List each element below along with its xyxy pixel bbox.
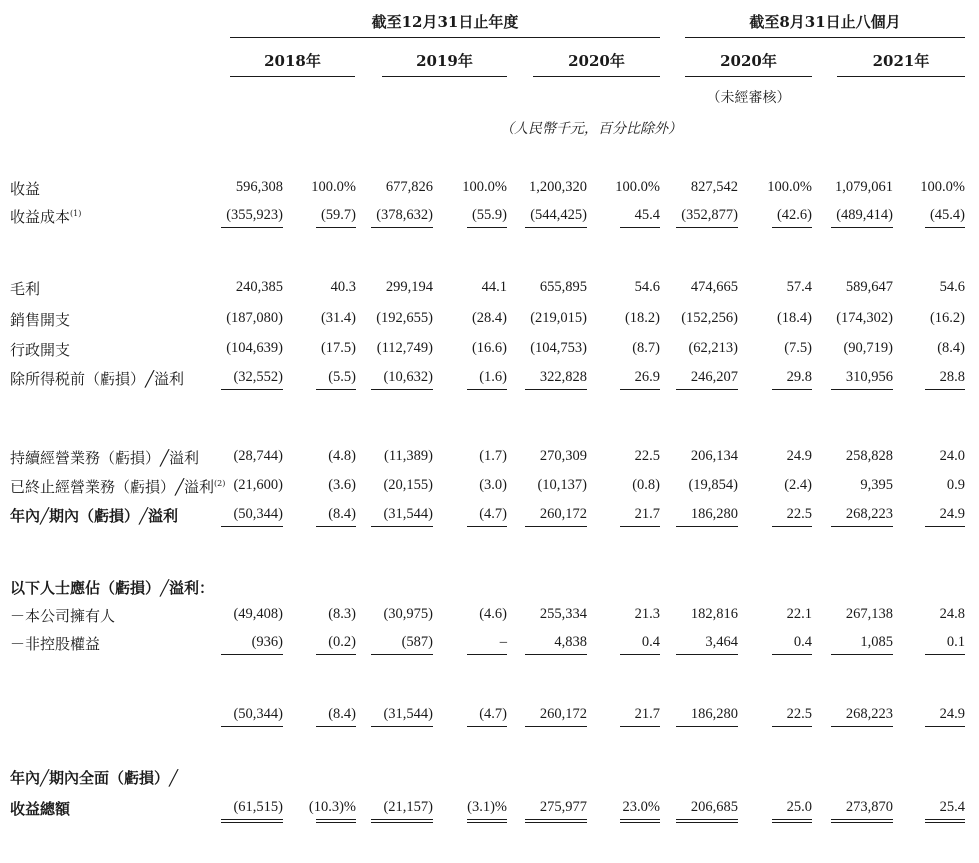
amount-cell: 299,194 xyxy=(385,279,433,295)
amount-cell: (90,719) xyxy=(843,340,893,356)
amount-cell: 255,334 xyxy=(539,606,587,622)
amount-cell: (61,515) xyxy=(233,799,283,815)
single-underline xyxy=(467,726,507,727)
footnote-marker: (1) xyxy=(70,209,82,218)
amount-cell: 310,956 xyxy=(845,369,893,385)
unit-note: （人民幣千元，百分比除外） xyxy=(500,121,682,137)
percent-cell: (7.5) xyxy=(784,340,812,356)
percent-cell: 0.9 xyxy=(946,477,965,493)
row-label xyxy=(10,767,178,788)
percent-cell: 29.8 xyxy=(786,369,812,385)
amount-cell: 9,395 xyxy=(860,477,893,493)
year-rule-2018 xyxy=(230,76,355,77)
percent-cell: 40.3 xyxy=(330,279,356,295)
percent-cell: 54.6 xyxy=(939,279,965,295)
percent-cell: (8.3) xyxy=(328,606,356,622)
single-underline xyxy=(525,227,587,228)
single-underline xyxy=(525,654,587,655)
percent-cell: (0.2) xyxy=(328,634,356,650)
amount-cell: 322,828 xyxy=(539,369,587,385)
single-underline xyxy=(925,389,965,390)
single-underline xyxy=(316,726,356,727)
amount-cell: (104,639) xyxy=(226,340,283,356)
amount-cell: (21,600) xyxy=(233,477,283,493)
percent-cell: (31.4) xyxy=(320,310,356,326)
amount-cell: 260,172 xyxy=(539,706,587,722)
percent-cell: (5.5) xyxy=(328,369,356,385)
group-header-eight-months-rule xyxy=(685,37,965,38)
percent-cell: 0.1 xyxy=(946,634,965,650)
percent-cell: (8.4) xyxy=(328,706,356,722)
row-label xyxy=(10,605,115,626)
double-underline xyxy=(831,819,893,823)
percent-cell: (4.7) xyxy=(479,706,507,722)
row-label xyxy=(10,505,178,526)
percent-cell: 22.1 xyxy=(786,606,812,622)
double-underline xyxy=(925,819,965,823)
amount-cell: 4,838 xyxy=(554,634,587,650)
amount-cell: 677,826 xyxy=(385,179,433,195)
percent-cell: 26.9 xyxy=(634,369,660,385)
row-label xyxy=(10,368,184,389)
amount-cell: (112,749) xyxy=(376,340,433,356)
percent-cell: 25.0 xyxy=(786,799,812,815)
percent-cell: 100.0% xyxy=(462,179,507,195)
percent-cell: 100.0% xyxy=(767,179,812,195)
row-label-text: 毛利 xyxy=(10,280,41,298)
percent-cell: (16.6) xyxy=(471,340,507,356)
percent-cell: (59.7) xyxy=(320,207,356,223)
percent-cell: (8.4) xyxy=(328,506,356,522)
percent-cell: 45.4 xyxy=(634,207,660,223)
single-underline xyxy=(316,227,356,228)
amount-cell: (104,753) xyxy=(530,340,587,356)
amount-cell: (49,408) xyxy=(233,606,283,622)
year-header-2021: 2021年 xyxy=(872,52,930,70)
percent-cell: (10.3)% xyxy=(308,799,356,815)
row-label-text: 以下人士應佔（虧損）╱溢利： xyxy=(10,579,215,597)
single-underline xyxy=(620,227,660,228)
percent-cell: (16.2) xyxy=(929,310,965,326)
amount-cell: (21,157) xyxy=(383,799,433,815)
percent-cell: (4.6) xyxy=(479,606,507,622)
amount-cell: 596,308 xyxy=(235,179,283,195)
row-label xyxy=(10,577,214,598)
double-underline xyxy=(525,819,587,823)
percent-cell: 24.0 xyxy=(939,448,965,464)
amount-cell: (10,137) xyxy=(537,477,587,493)
amount-cell: 240,385 xyxy=(235,279,283,295)
year-rule-2020-period xyxy=(685,76,812,77)
group-header-annual-rule xyxy=(230,37,660,38)
single-underline xyxy=(221,227,283,228)
single-underline xyxy=(925,526,965,527)
amount-cell: (28,744) xyxy=(233,448,283,464)
single-underline xyxy=(925,726,965,727)
amount-cell: (152,256) xyxy=(681,310,738,326)
amount-cell: 268,223 xyxy=(845,706,893,722)
row-label xyxy=(10,798,70,819)
single-underline xyxy=(772,389,812,390)
percent-cell: (8.7) xyxy=(632,340,660,356)
amount-cell: 186,280 xyxy=(690,506,738,522)
single-underline xyxy=(831,389,893,390)
row-label xyxy=(10,339,70,360)
amount-cell: (355,923) xyxy=(226,207,283,223)
row-label xyxy=(10,278,40,299)
amount-cell: 260,172 xyxy=(539,506,587,522)
amount-cell: (31,544) xyxy=(383,706,433,722)
single-underline xyxy=(525,726,587,727)
row-label xyxy=(10,178,40,199)
single-underline xyxy=(620,526,660,527)
amount-cell: (31,544) xyxy=(383,506,433,522)
single-underline xyxy=(925,654,965,655)
row-label-text: －本公司擁有人 xyxy=(10,607,116,625)
percent-cell: 22.5 xyxy=(786,706,812,722)
single-underline xyxy=(925,227,965,228)
year-rule-2019 xyxy=(382,76,507,77)
percent-cell: 21.7 xyxy=(634,706,660,722)
percent-cell: 100.0% xyxy=(920,179,965,195)
amount-cell: (10,632) xyxy=(383,369,433,385)
single-underline xyxy=(676,726,738,727)
single-underline xyxy=(371,654,433,655)
amount-cell: 186,280 xyxy=(690,706,738,722)
single-underline xyxy=(676,227,738,228)
amount-cell: (32,552) xyxy=(233,369,283,385)
double-underline xyxy=(221,819,283,823)
amount-cell: 275,977 xyxy=(539,799,587,815)
single-underline xyxy=(316,654,356,655)
row-label xyxy=(10,206,81,227)
single-underline xyxy=(221,726,283,727)
amount-cell: (544,425) xyxy=(530,207,587,223)
amount-cell: 827,542 xyxy=(690,179,738,195)
double-underline xyxy=(676,819,738,823)
percent-cell: 100.0% xyxy=(311,179,356,195)
row-label-text: 持續經營業務（虧損）╱溢利 xyxy=(10,449,200,467)
row-label xyxy=(10,309,70,330)
amount-cell: (20,155) xyxy=(383,477,433,493)
amount-cell: (352,877) xyxy=(681,207,738,223)
single-underline xyxy=(620,654,660,655)
year-rule-2020-annual xyxy=(533,76,660,77)
percent-cell: (18.2) xyxy=(624,310,660,326)
year-header-2020-annual: 2020年 xyxy=(568,52,625,70)
year-header-2018: 2018年 xyxy=(264,52,321,70)
single-underline xyxy=(316,389,356,390)
amount-cell: (378,632) xyxy=(376,207,433,223)
amount-cell: 1,079,061 xyxy=(835,179,893,195)
amount-cell: 655,895 xyxy=(539,279,587,295)
single-underline xyxy=(371,227,433,228)
amount-cell: (30,975) xyxy=(383,606,433,622)
amount-cell: 206,134 xyxy=(690,448,738,464)
single-underline xyxy=(620,389,660,390)
single-underline xyxy=(676,654,738,655)
percent-cell: 100.0% xyxy=(615,179,660,195)
percent-cell: (4.7) xyxy=(479,506,507,522)
percent-cell: (1.7) xyxy=(479,448,507,464)
percent-cell: 24.9 xyxy=(786,448,812,464)
row-label-text: 收益 xyxy=(10,180,41,198)
amount-cell: (11,389) xyxy=(384,448,433,464)
group-header-eight-months: 截至8月31日止八個月 xyxy=(749,13,901,31)
single-underline xyxy=(467,389,507,390)
percent-cell: 54.6 xyxy=(634,279,660,295)
single-underline xyxy=(620,726,660,727)
percent-cell: 0.4 xyxy=(641,634,660,650)
amount-cell: 1,200,320 xyxy=(529,179,587,195)
single-underline xyxy=(221,389,283,390)
single-underline xyxy=(831,526,893,527)
row-label xyxy=(10,633,100,654)
row-label xyxy=(10,447,199,468)
percent-cell: (4.8) xyxy=(328,448,356,464)
amount-cell: 474,665 xyxy=(690,279,738,295)
percent-cell: 24.9 xyxy=(939,706,965,722)
row-label-text: 年內╱期內全面（虧損）╱ xyxy=(10,769,179,787)
amount-cell: (219,015) xyxy=(530,310,587,326)
year-header-2020-period: 2020年 xyxy=(720,52,777,70)
percent-cell: (42.6) xyxy=(776,207,812,223)
single-underline xyxy=(525,526,587,527)
amount-cell: 3,464 xyxy=(705,634,738,650)
single-underline xyxy=(772,726,812,727)
single-underline xyxy=(467,526,507,527)
percent-cell: (17.5) xyxy=(320,340,356,356)
amount-cell: (187,080) xyxy=(226,310,283,326)
amount-cell: 268,223 xyxy=(845,506,893,522)
row-label-text: 行政開支 xyxy=(10,341,71,359)
row-label-text: 除所得税前（虧損）╱溢利 xyxy=(10,370,185,388)
row-label-text: 年內╱期內（虧損）╱溢利 xyxy=(10,507,179,525)
amount-cell: 182,816 xyxy=(690,606,738,622)
row-label-text: 收益成本 xyxy=(10,208,71,226)
percent-cell: 22.5 xyxy=(786,506,812,522)
percent-cell: 44.1 xyxy=(481,279,507,295)
group-header-annual: 截至12月31日止年度 xyxy=(371,13,519,31)
row-label-text: 銷售開支 xyxy=(10,311,71,329)
single-underline xyxy=(467,654,507,655)
percent-cell: 24.8 xyxy=(939,606,965,622)
double-underline xyxy=(620,819,660,823)
percent-cell: 23.0% xyxy=(622,799,660,815)
amount-cell: 1,085 xyxy=(860,634,893,650)
percent-cell: (3.0) xyxy=(479,477,507,493)
year-rule-2021 xyxy=(837,76,965,77)
row-label-text: 已終止經營業務（虧損）╱溢利 xyxy=(10,478,215,496)
single-underline xyxy=(772,654,812,655)
single-underline xyxy=(371,726,433,727)
percent-cell: 21.7 xyxy=(634,506,660,522)
double-underline xyxy=(772,819,812,823)
amount-cell: (50,344) xyxy=(233,506,283,522)
row-label-text: 收益總額 xyxy=(10,800,71,818)
amount-cell: (62,213) xyxy=(688,340,738,356)
amount-cell: (192,655) xyxy=(376,310,433,326)
single-underline xyxy=(221,654,283,655)
percent-cell: 25.4 xyxy=(939,799,965,815)
percent-cell: (1.6) xyxy=(479,369,507,385)
percent-cell: 24.9 xyxy=(939,506,965,522)
single-underline xyxy=(676,526,738,527)
unaudited-note: （未經審核） xyxy=(706,90,791,106)
double-underline xyxy=(316,819,356,823)
amount-cell: (587) xyxy=(401,634,433,650)
amount-cell: (489,414) xyxy=(836,207,893,223)
percent-cell: (28.4) xyxy=(471,310,507,326)
amount-cell: 270,309 xyxy=(539,448,587,464)
single-underline xyxy=(831,726,893,727)
percent-cell: (0.8) xyxy=(632,477,660,493)
single-underline xyxy=(676,389,738,390)
row-label-text: －非控股權益 xyxy=(10,635,101,653)
percent-cell: (55.9) xyxy=(471,207,507,223)
amount-cell: 273,870 xyxy=(845,799,893,815)
percent-cell: 22.5 xyxy=(634,448,660,464)
percent-cell: 21.3 xyxy=(634,606,660,622)
percent-cell: (2.4) xyxy=(784,477,812,493)
percent-cell: 28.8 xyxy=(939,369,965,385)
percent-cell: (3.1)% xyxy=(467,799,507,815)
amount-cell: 589,647 xyxy=(845,279,893,295)
single-underline xyxy=(316,526,356,527)
single-underline xyxy=(371,389,433,390)
percent-cell: – xyxy=(499,634,507,650)
percent-cell: (8.4) xyxy=(937,340,965,356)
single-underline xyxy=(525,389,587,390)
amount-cell: 267,138 xyxy=(845,606,893,622)
amount-cell: 206,685 xyxy=(690,799,738,815)
amount-cell: (174,302) xyxy=(836,310,893,326)
percent-cell: 0.4 xyxy=(793,634,812,650)
single-underline xyxy=(772,526,812,527)
single-underline xyxy=(371,526,433,527)
percent-cell: (45.4) xyxy=(929,207,965,223)
amount-cell: 246,207 xyxy=(690,369,738,385)
single-underline xyxy=(221,526,283,527)
double-underline xyxy=(371,819,433,823)
single-underline xyxy=(831,654,893,655)
footnote-marker: (2) xyxy=(214,479,226,488)
year-header-2019: 2019年 xyxy=(416,52,473,70)
single-underline xyxy=(772,227,812,228)
percent-cell: (18.4) xyxy=(776,310,812,326)
amount-cell: (19,854) xyxy=(688,477,738,493)
amount-cell: (50,344) xyxy=(233,706,283,722)
percent-cell: (3.6) xyxy=(328,477,356,493)
amount-cell: 258,828 xyxy=(845,448,893,464)
single-underline xyxy=(831,227,893,228)
percent-cell: 57.4 xyxy=(786,279,812,295)
amount-cell: (936) xyxy=(251,634,283,650)
single-underline xyxy=(467,227,507,228)
double-underline xyxy=(467,819,507,823)
